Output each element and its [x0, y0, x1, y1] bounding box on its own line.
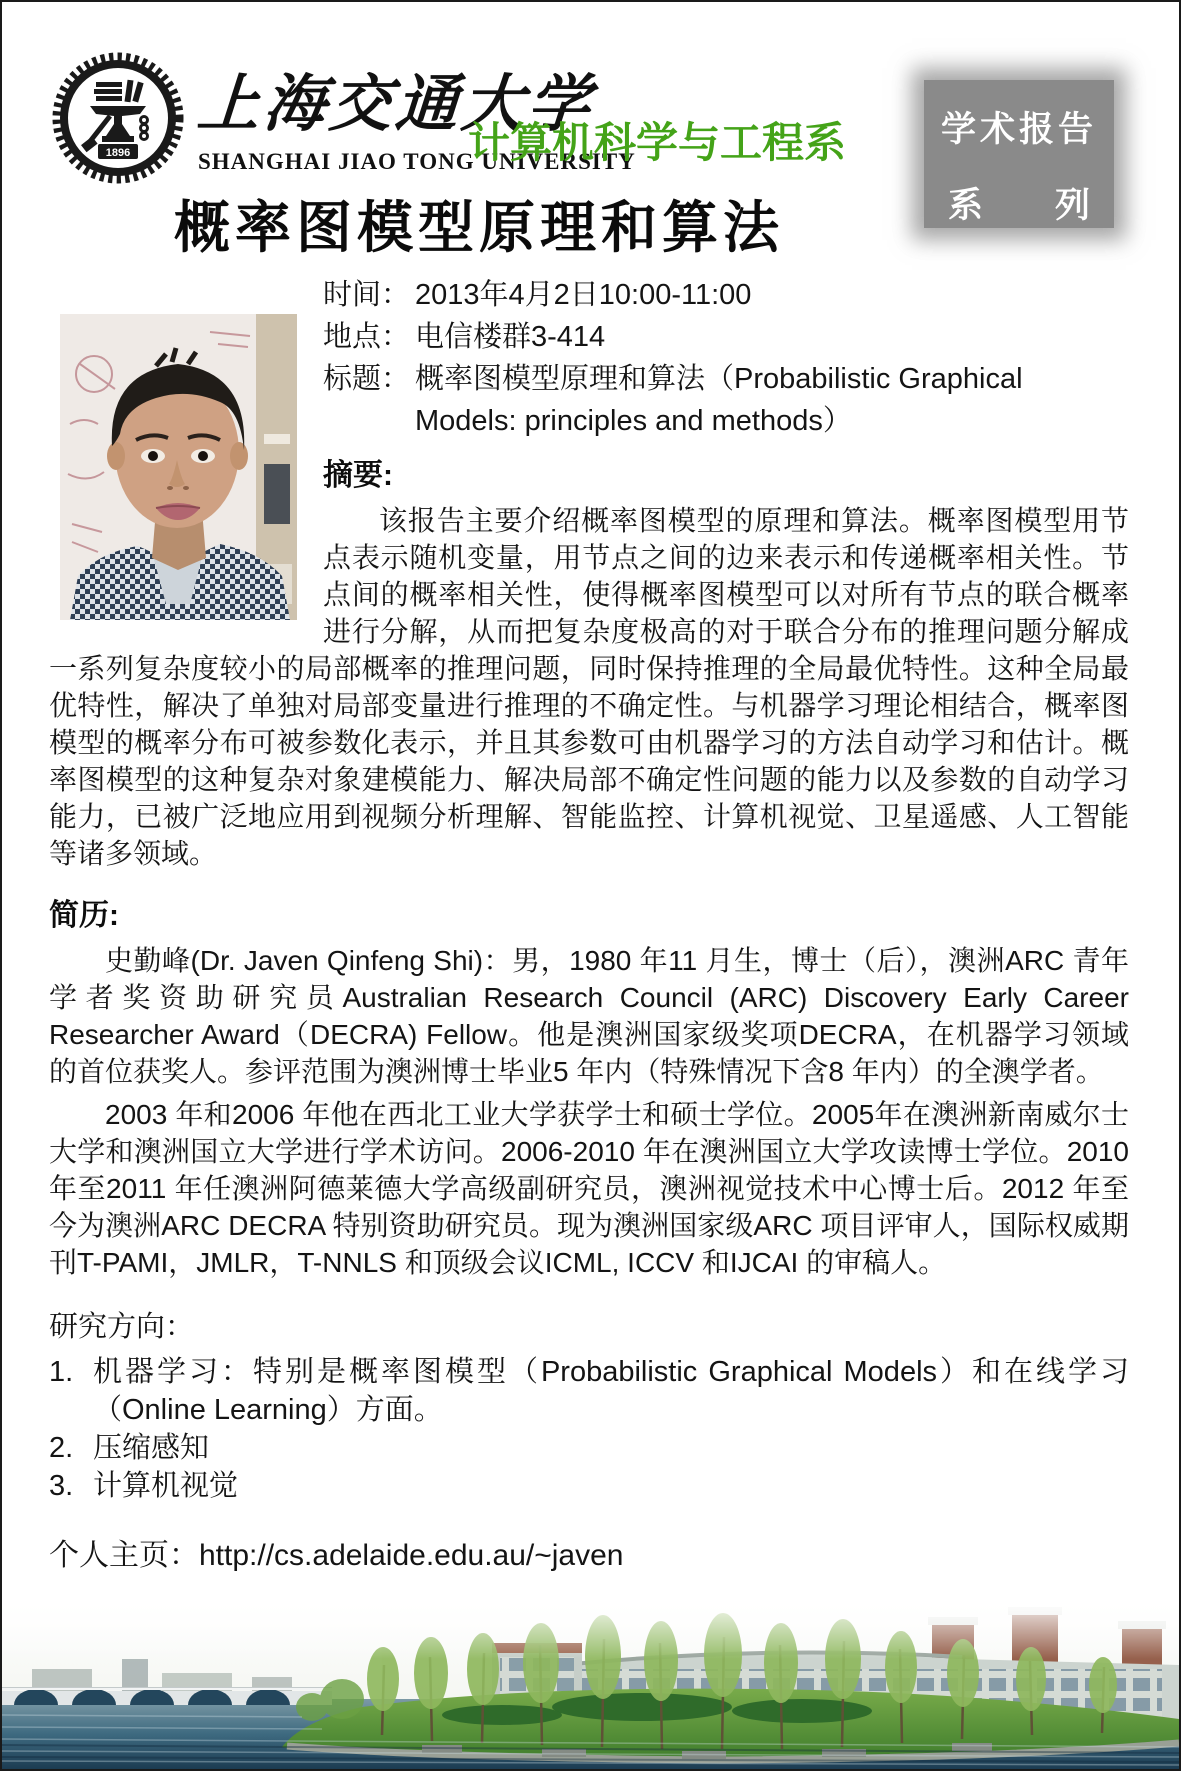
university-name-cn: 上海交通大学	[195, 70, 597, 139]
list-item-number: 2.	[49, 1432, 74, 1464]
campus-photo	[2, 1595, 1179, 1769]
speaker-photo	[60, 314, 297, 620]
speaker-portrait-image	[60, 314, 297, 620]
series-badge-line2	[924, 178, 1114, 228]
research-heading: 研究方向：	[49, 1311, 195, 1343]
department-name: 计算机科学与工程系	[468, 119, 847, 166]
info-row-place	[323, 316, 1129, 358]
abstract-body: 该报告主要介绍概率图模型的原理和算法。概率图模型用节点表示随机变量，用节点之间的边来表示和传递概率相关性。节点间的概率相关性，使得概率图模型可以对所有节点的联合概率进行分解，从而把复杂度极高的对于联合分布的推理问题分解成一系列复杂度较小的局部概率的推理问题，同时保持推理的全局最优特性。这种全局最优特性，解决了单独对局部变量进行推理的不确定性。与机器学习理论相结合，概率图模型的概率分布可被参数化表示，并且其参数可由机器学习的方法自动学习和估计。概率图模型的这种复杂对象建模能力、解决局部不确定性问题的能力以及参数的自动学习能力，已被广泛地应用到视频分析理解、智能监控、计算机视觉、卫星遥感、人工智能等诸多领域。	[49, 505, 1129, 869]
time-label: 时间：	[323, 279, 411, 311]
bio-heading: 简历:	[49, 899, 119, 932]
time-value: 2013年4月2日10:00-11:00	[415, 279, 752, 311]
logo-year: 1896	[105, 147, 131, 159]
list-item-text: 压缩感知	[93, 1432, 210, 1464]
abstract-heading: 摘要:	[323, 459, 393, 492]
place-value: 电信楼群3-414	[415, 321, 606, 353]
list-item-number: 3.	[49, 1470, 74, 1502]
header	[2, 2, 1179, 260]
campus-panorama-image	[2, 1595, 1179, 1769]
bio-paragraph-1: 史勤峰(Dr. Javen Qinfeng Shi)：男，1980 年11 月生，博士（后），澳洲ARC 青年学者奖资助研究员Australian Research Council (ARC) Discovery Early Career Researcher Award（DECRA) Fellow。他是澳洲国家级奖项DECRA，在机器学习领域的首位获奖人。参评范围为澳洲博士毕业5 年内（特殊情况下含8 年内）的全澳学者。	[49, 945, 1129, 1087]
topic-value: 概率图模型原理和算法（Probabilistic Graphical Models: principles and methods）	[415, 363, 1023, 437]
list-item-text: 机器学习：特别是概率图模型（Probabilistic Graphical Models）和在线学习（Online Learning）方面。	[93, 1356, 1129, 1426]
list-item-text: 计算机视觉	[93, 1470, 239, 1502]
info-row-topic	[323, 358, 1129, 442]
series-badge-char-left: 系	[948, 186, 984, 225]
bio-paragraph-2: 2003 年和2006 年他在西北工业大学获学士和硕士学位。2005年在澳洲新南威尔士大学和澳洲国立大学进行学术访问。2006-2010 年在澳洲国立大学攻读博士学位。2010 年至2011 年任澳洲阿德莱德大学高级副研究员，澳洲视觉技术中心博士后。2012 年至今为澳洲ARC DECRA 特别资助研究员。现为澳洲国家级ARC 项目评审人，国际权威期刊T-PAMI，JMLR，T-NNLS 和顶级会议ICML, ICCV 和IJCAI 的审稿人。	[49, 1099, 1129, 1278]
homepage-row	[49, 1535, 1129, 1577]
list-item	[49, 1353, 1129, 1429]
university-name-en: SHANGHAI JIAO TONG UNIVERSITY	[198, 149, 636, 174]
homepage-url: http://cs.adelaide.edu.au/~javen	[199, 1539, 624, 1572]
series-badge-char-right: 列	[1054, 186, 1090, 225]
main-content	[2, 260, 1179, 1577]
sjtu-logo-icon	[52, 52, 184, 184]
seminar-title: 概率图模型原理和算法	[174, 196, 784, 259]
info-row-time	[323, 274, 1129, 316]
place-label: 地点：	[323, 321, 411, 353]
list-item	[49, 1429, 1129, 1467]
topic-label: 标题：	[323, 363, 411, 395]
list-item-number: 1.	[49, 1356, 74, 1388]
homepage-label: 个人主页：	[49, 1539, 199, 1572]
research-list	[49, 1353, 1129, 1505]
series-badge-line1: 学术报告	[940, 110, 1097, 149]
series-badge	[924, 80, 1114, 228]
list-item	[49, 1467, 1129, 1505]
